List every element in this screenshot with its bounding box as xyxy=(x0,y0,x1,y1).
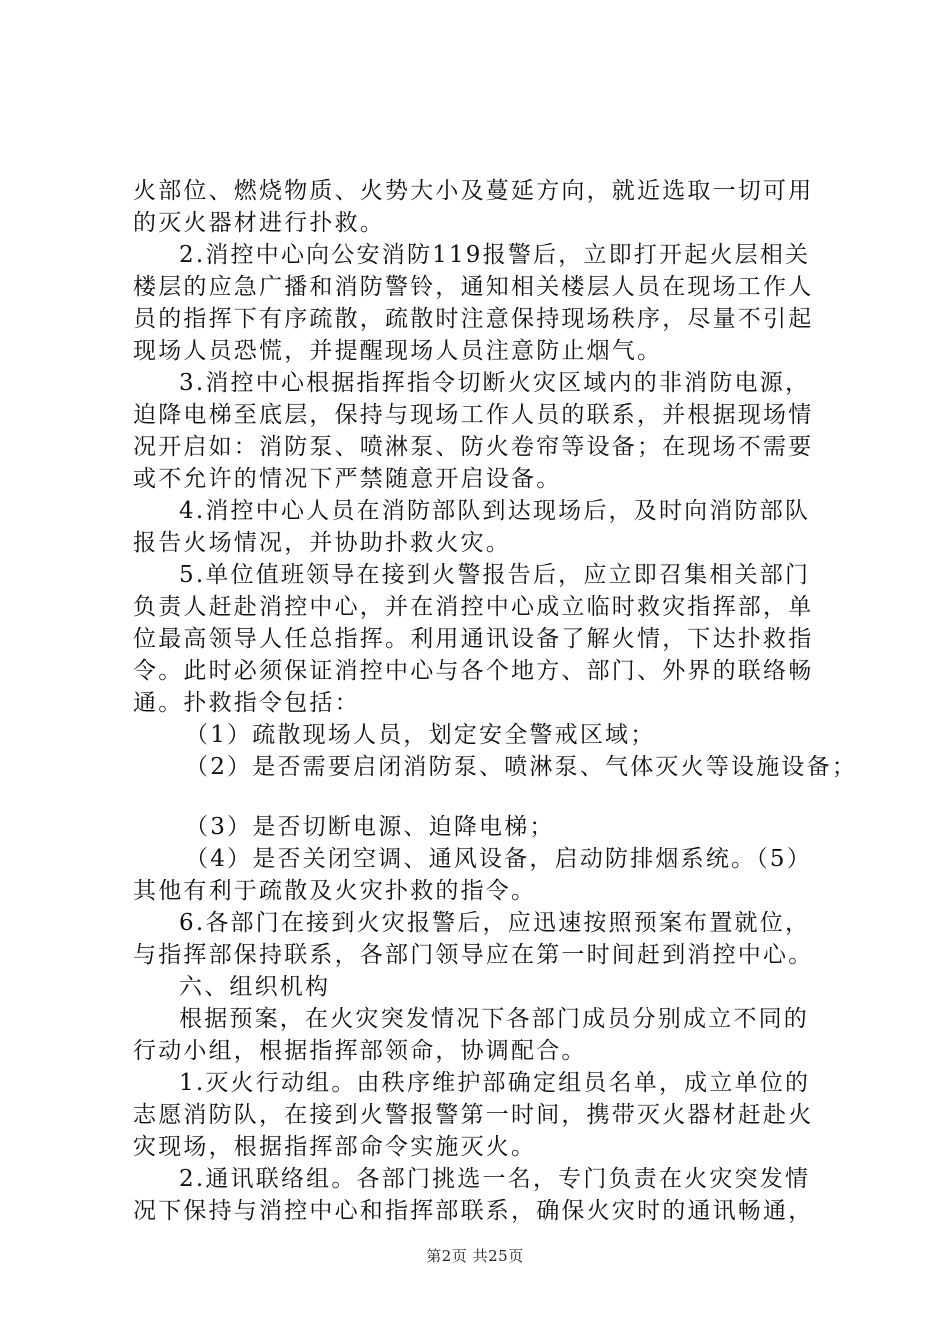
body-line: 4.消控中心人员在消防部队到达现场后，及时向消防部队 xyxy=(179,498,811,524)
body-line: 与指挥部保持联系，各部门领导应在第一时间赶到消控中心。 xyxy=(133,942,814,968)
body-line: 位最高领导人任总指挥。利用通讯设备了解火情，下达扑救指 xyxy=(133,626,814,652)
body-line: 迫降电梯至底层，保持与现场工作人员的联系，并根据现场情 xyxy=(133,402,814,428)
body-line: 3.消控中心根据指挥指令切断火灾区域内的非消防电源， xyxy=(179,370,811,396)
blank-gap xyxy=(133,783,833,811)
body-line: 志愿消防队，在接到火警报警第一时间，携带灭火器材赶赴火 xyxy=(133,1102,814,1128)
body-line: 1.灭火行动组。由秩序维护部确定组员名单，成立单位的 xyxy=(179,1070,811,1096)
body-line: 2.通讯联络组。各部门挑选一名，专门负责在火灾突发情 xyxy=(179,1166,811,1192)
body-line: 6.各部门在接到火灾报警后，应迅速按照预案布置就位， xyxy=(179,910,811,936)
body-line: 员的指挥下有序疏散，疏散时注意保持现场秩序，尽量不引起 xyxy=(133,306,814,332)
body-line: 行动小组，根据指挥部领命，协调配合。 xyxy=(133,1038,587,1064)
body-line: 的灭火器材进行扑救。 xyxy=(133,210,385,236)
list-item: （4）是否关闭空调、通风设备，启动防排烟系统。（5） xyxy=(185,846,812,872)
body-line: 报告火场情况，并协助扑救火灾。 xyxy=(133,530,511,556)
body-line: 其他有利于疏散及火灾扑救的指令。 xyxy=(133,878,537,904)
section-heading: 六、组织机构 xyxy=(179,974,331,1000)
body-line: 令。此时必须保证消控中心与各个地方、部门、外界的联络畅 xyxy=(133,658,814,684)
body-line: 况下保持与消控中心和指挥部联系，确保火灾时的通讯畅通， xyxy=(133,1198,814,1224)
body-line: 通。扑救指令包括： xyxy=(133,690,360,716)
body-line: 现场人员恐慌，并提醒现场人员注意防止烟气。 xyxy=(133,338,663,364)
list-item: （1）疏散现场人员，划定安全警戒区域； xyxy=(185,722,656,748)
body-line: 负责人赶赴消控中心，并在消控中心成立临时救灾指挥部，单 xyxy=(133,594,814,620)
body-line: 5.单位值班领导在接到火警报告后，应立即召集相关部门 xyxy=(179,562,811,588)
document-body xyxy=(133,175,858,1227)
list-item: （3）是否切断电源、迫降电梯； xyxy=(185,814,555,840)
list-item: （2）是否需要启闭消防泵、喷淋泵、气体灭火等设施设备； xyxy=(185,754,858,780)
body-line: 火部位、燃烧物质、火势大小及蔓延方向，就近选取一切可用 xyxy=(133,178,814,204)
body-line: 2.消控中心向公安消防119报警后，立即打开起火层相关 xyxy=(179,242,811,268)
page-number-footer: 第2页 共25页 xyxy=(426,1247,524,1265)
body-line: 况开启如：消防泵、喷淋泵、防火卷帘等设备；在现场不需要 xyxy=(133,434,814,460)
body-line: 楼层的应急广播和消防警铃，通知相关楼层人员在现场工作人 xyxy=(133,274,814,300)
body-line: 根据预案，在火灾突发情况下各部门成员分别成立不同的 xyxy=(179,1006,809,1032)
body-line: 灾现场，根据指挥部命令实施灭火。 xyxy=(133,1134,537,1160)
body-line: 或不允许的情况下严禁随意开启设备。 xyxy=(133,466,562,492)
